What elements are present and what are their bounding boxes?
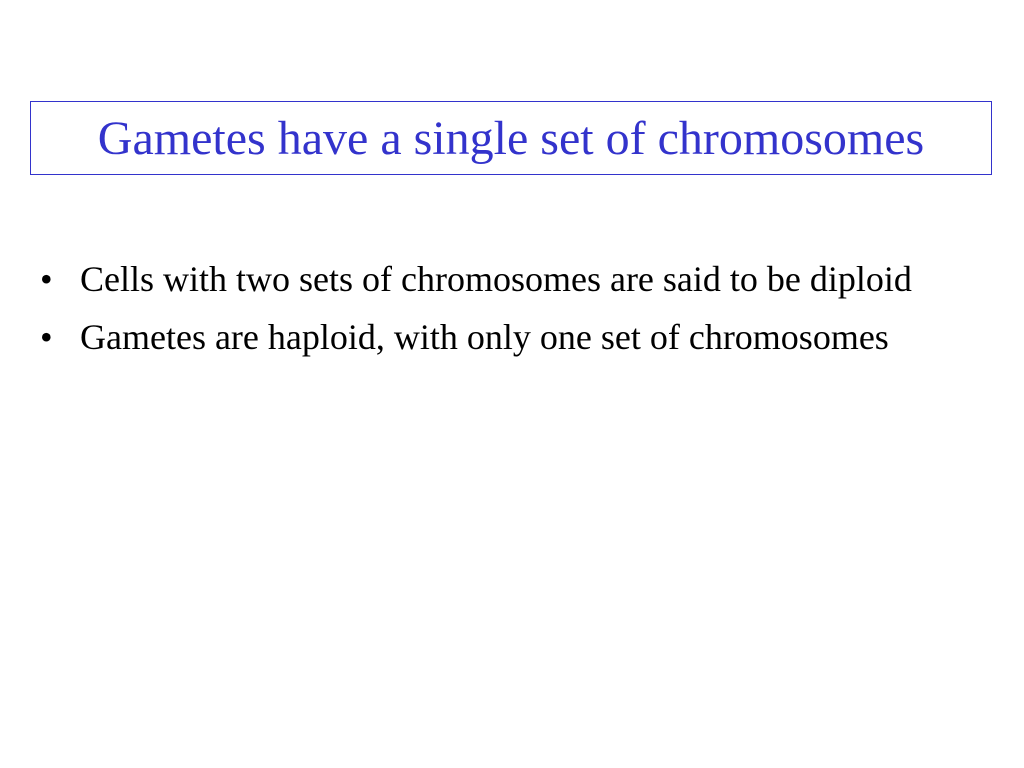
bullet-marker-icon: • bbox=[40, 259, 53, 299]
bullet-text: Cells with two sets of chromosomes are said to be diploid bbox=[80, 259, 912, 299]
bullet-list bbox=[40, 258, 970, 374]
slide-title: Gametes have a single set of chromosomes bbox=[97, 112, 925, 165]
list-item bbox=[40, 316, 970, 358]
bullet-text: Gametes are haploid, with only one set of chromosomes bbox=[80, 317, 889, 357]
list-item bbox=[40, 258, 970, 300]
title-box bbox=[30, 101, 992, 175]
bullet-marker-icon: • bbox=[40, 317, 53, 357]
